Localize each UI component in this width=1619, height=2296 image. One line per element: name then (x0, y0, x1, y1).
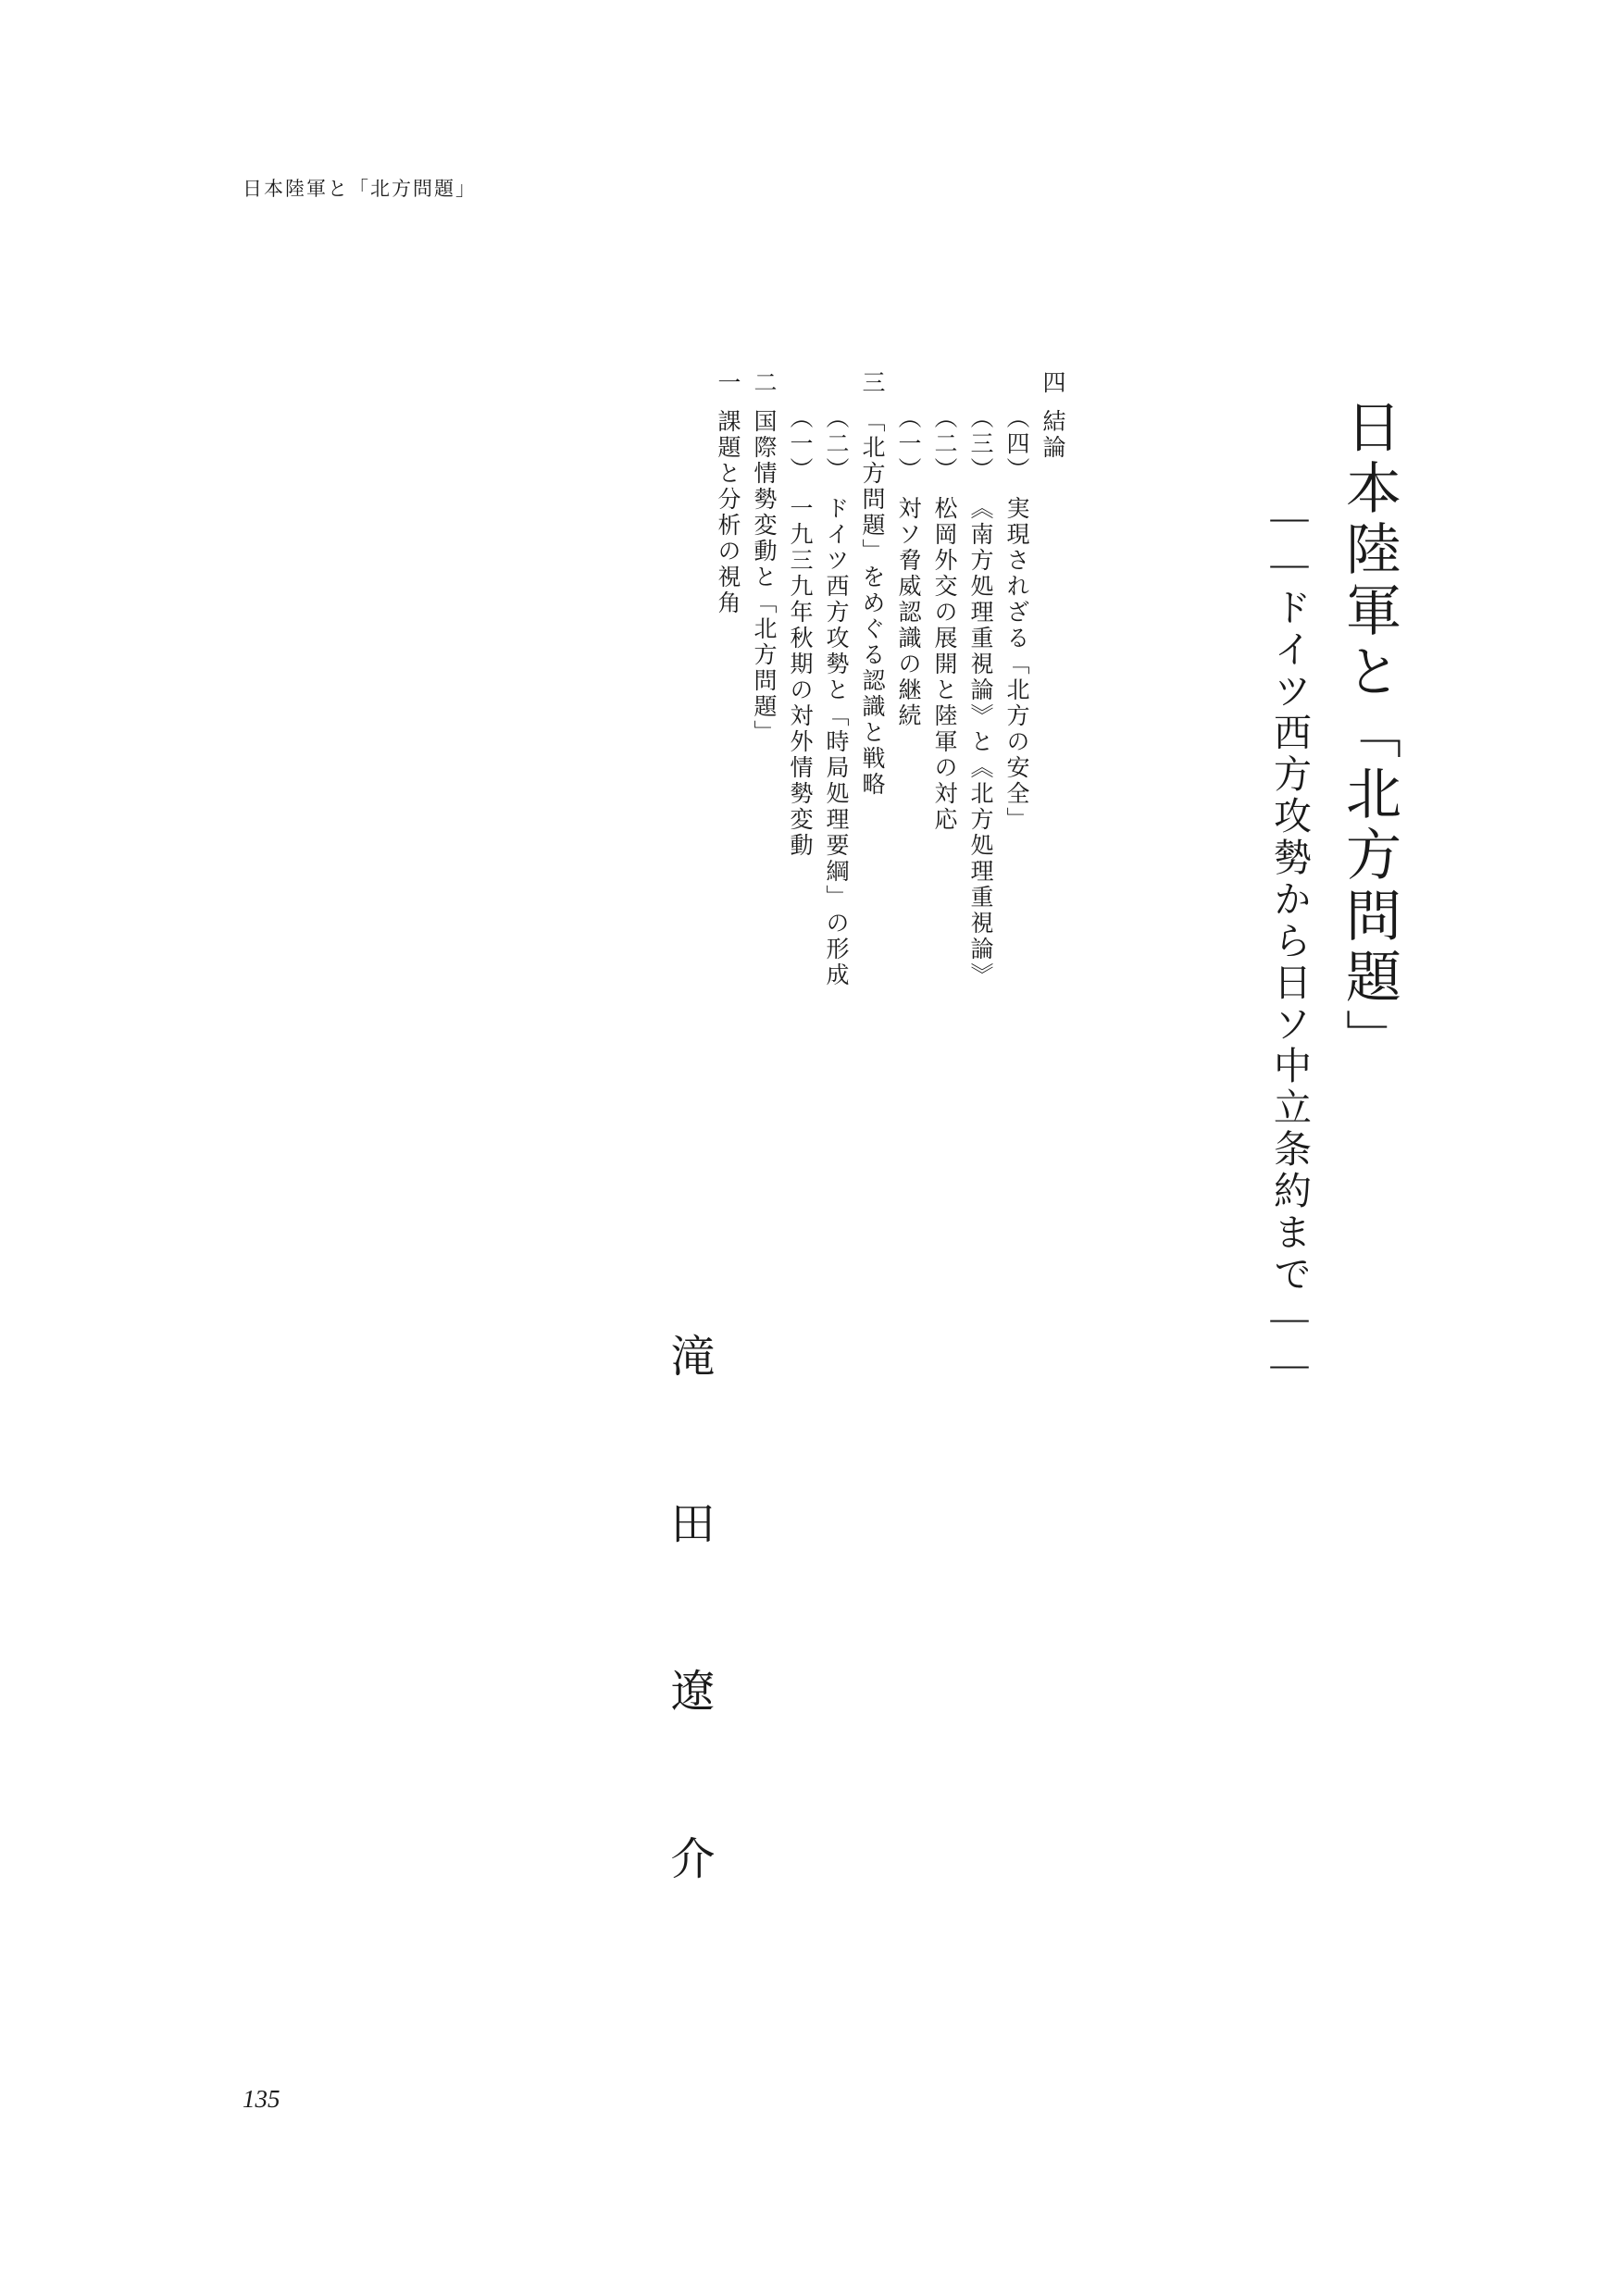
toc-entry[interactable] (788, 405, 811, 859)
toc-entry-label: 国際情勢変動と「北方問題」 (751, 409, 776, 746)
toc-entry-spacer (896, 483, 919, 496)
toc-entry-label: 課題と分析の視角 (715, 409, 740, 616)
toc-entry-label: 《南方処理重視論》と《北方処理重視論》 (967, 496, 992, 988)
author (664, 1333, 713, 1917)
toc-entry-label: 結論 (1040, 409, 1065, 461)
table-of-contents (703, 370, 1064, 1111)
toc-entry-number: （二） (931, 405, 956, 483)
toc-entry-spacer (752, 396, 775, 409)
article-title-text: 日本陸軍と「北方問題」 (1339, 398, 1400, 1070)
toc-entry[interactable] (1004, 405, 1027, 833)
toc-entry-number: （二） (823, 405, 848, 483)
toc-entry[interactable] (932, 405, 955, 833)
toc-entry-spacer (968, 483, 991, 496)
toc-entry-label: 松岡外交の展開と陸軍の対応 (931, 496, 956, 833)
toc-entry-number: 二 (751, 370, 776, 396)
toc-entry-number: 一 (715, 370, 740, 396)
toc-entry-number: 三 (859, 370, 884, 396)
toc-entry[interactable] (968, 405, 991, 988)
toc-entry-spacer (824, 483, 847, 496)
article-subtitle-text: ——ドイツ西方攻勢から日ソ中立条約まで—— (1268, 495, 1311, 1388)
toc-entry-number: （一） (895, 405, 920, 483)
toc-entry-spacer (932, 483, 955, 496)
toc-entry[interactable] (752, 370, 775, 746)
toc-entry-spacer (1004, 483, 1027, 496)
toc-entry[interactable] (896, 405, 919, 729)
toc-entry-number: 四 (1040, 370, 1065, 396)
author-name: 滝 田 遼 介 (664, 1333, 713, 1917)
toc-entry-spacer (788, 483, 811, 496)
article-subtitle (1268, 495, 1311, 1476)
toc-entry-spacer (716, 396, 739, 409)
toc-entry-label: ドイツ西方攻勢と「時局処理要綱」の形成 (823, 496, 848, 988)
running-head: 日本陸軍と「北方問題」 (243, 178, 477, 200)
toc-entry-spacer (860, 396, 883, 409)
page-number: 135 (243, 2085, 280, 2113)
toc-entry-label: 一九三九年秋期の対外情勢変動 (787, 496, 812, 859)
toc-entry[interactable] (1040, 370, 1064, 461)
toc-entry-spacer (1040, 396, 1064, 409)
toc-entry-label: 実現されざる「北方の安全」 (1003, 496, 1028, 833)
toc-entry-label: 対ソ脅威認識の継続 (895, 496, 920, 729)
toc-entry[interactable] (716, 370, 739, 616)
toc-entry[interactable] (824, 405, 847, 988)
toc-entry-number: （四） (1003, 405, 1028, 483)
toc-entry-number: （三） (967, 405, 992, 483)
toc-entry-number: （一） (787, 405, 812, 483)
article-title (1339, 398, 1400, 1490)
toc-entry-label: 「北方問題」をめぐる認識と戦略 (859, 409, 884, 798)
toc-entry[interactable] (860, 370, 883, 798)
